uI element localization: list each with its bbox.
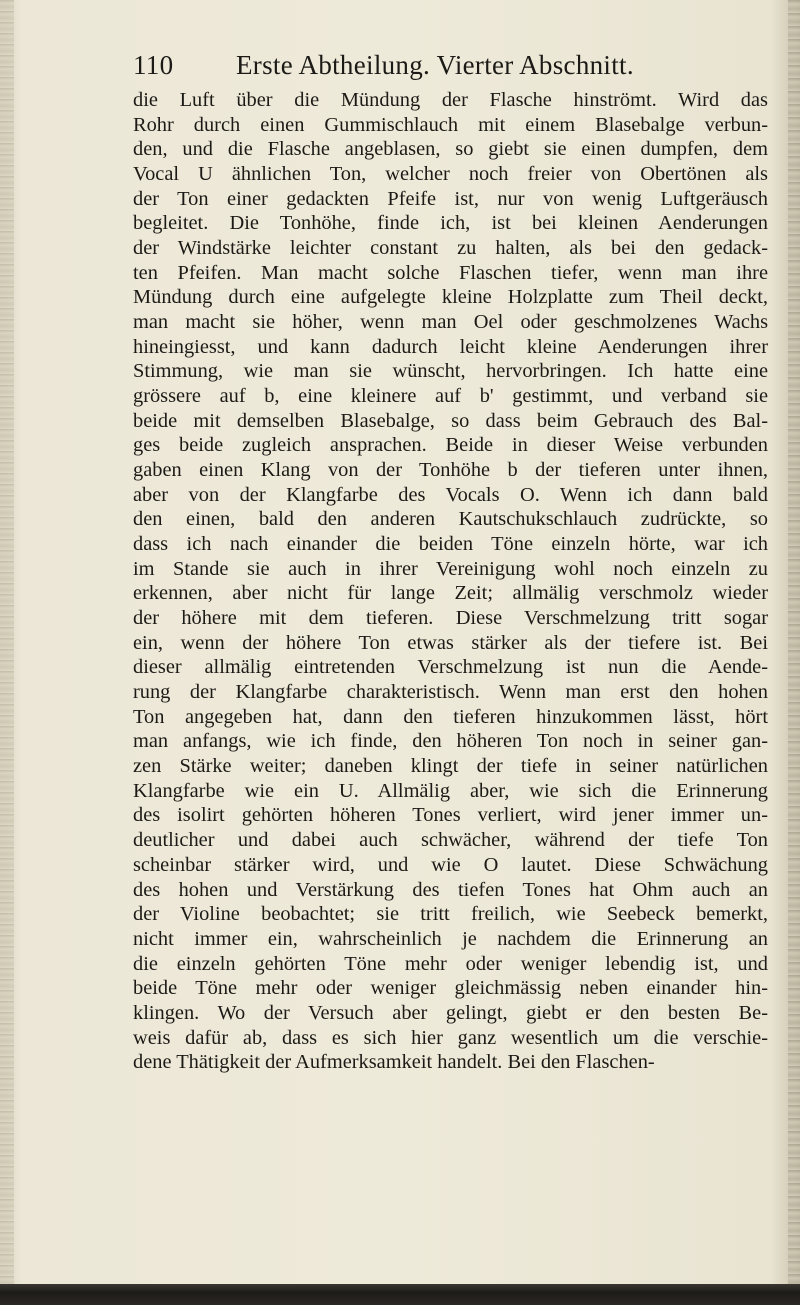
text-line: ein, wenn der höhere Ton etwas stärker als der tiefere ist. Bei <box>133 631 768 654</box>
binding-edge <box>0 0 14 1305</box>
text-line: aber von der Klangfarbe des Vocals O. Wenn ich dann bald <box>133 483 768 506</box>
text-line: man anfangs, wie ich finde, den höheren Ton noch in seiner gan- <box>133 730 768 753</box>
text-line: beide Töne mehr oder weniger gleichmässig neben einander hin- <box>133 977 768 1000</box>
text-line: Stimmung, wie man sie wünscht, hervorbringen. Ich hatte eine <box>133 360 768 383</box>
text-line: deutlicher und dabei auch schwächer, während der tiefe Ton <box>133 829 768 852</box>
text-line: den, und die Flasche angeblasen, so giebt sie einen dumpfen, dem <box>133 138 768 161</box>
running-head: Erste Abtheilung. Vierter Abschnitt. <box>236 50 634 80</box>
text-line: dene Thätigkeit der Aufmerksamkeit handelt. Bei den Flaschen- <box>133 1051 655 1074</box>
text-line: erkennen, aber nicht für lange Zeit; allmälig verschmolz wieder <box>133 582 768 605</box>
text-line: der Windstärke leichter constant zu halten, als bei den gedack- <box>133 237 768 260</box>
text-line: Ton angegeben hat, dann den tieferen hinzukommen lässt, hört <box>133 705 768 728</box>
text-line: gaben einen Klang von der Tonhöhe b der tieferen unter ihnen, <box>133 459 768 482</box>
text-line: beide mit demselben Blasebalge, so dass beim Gebrauch des Bal- <box>133 409 768 432</box>
text-line: grössere auf b, eine kleinere auf b' gestimmt, und verband sie <box>133 385 768 408</box>
scan-bottom-shadow <box>0 1284 800 1305</box>
text-line: Klangfarbe wie ein U. Allmälig aber, wie sich die Erinnerung <box>133 779 768 802</box>
page-header <box>133 50 773 86</box>
text-line: zen Stärke weiter; daneben klingt der tiefe in seiner natürlichen <box>133 755 768 778</box>
text-line: des isolirt gehörten höheren Tones verliert, wird jener immer un- <box>133 804 768 827</box>
text-line: weis dafür ab, dass es sich hier ganz wesentlich um die verschie- <box>133 1026 768 1049</box>
text-line: Mündung durch eine aufgelegte kleine Holzplatte zum Theil deckt, <box>133 286 768 309</box>
text-line: dieser allmälig eintretenden Verschmelzung ist nun die Aende- <box>133 656 768 679</box>
text-line: begleitet. Die Tonhöhe, finde ich, ist bei kleinen Aenderungen <box>133 212 768 235</box>
text-line: ten Pfeifen. Man macht solche Flaschen tiefer, wenn man ihre <box>133 261 768 284</box>
page-edge <box>788 0 800 1305</box>
text-line: hineingiesst, und kann dadurch leicht kleine Aenderungen ihrer <box>133 335 768 358</box>
text-line: man macht sie höher, wenn man Oel oder geschmolzenes Wachs <box>133 311 768 334</box>
text-line: rung der Klangfarbe charakteristisch. Wenn man erst den hohen <box>133 681 768 704</box>
text-line: die Luft über die Mündung der Flasche hinströmt. Wird das <box>133 89 768 111</box>
text-line: Rohr durch einen Gummischlauch mit einem Blasebalge verbun- <box>133 113 768 136</box>
text-line: die einzeln gehörten Töne mehr oder weniger lebendig ist, und <box>133 952 768 975</box>
text-line: den einen, bald den anderen Kautschukschlauch zudrückte, so <box>133 508 768 531</box>
text-line: Vocal U ähnlichen Ton, welcher noch freier von Obertönen als <box>133 163 768 186</box>
body-text <box>133 88 768 1075</box>
text-line: dass ich nach einander die beiden Töne einzeln hörte, war ich <box>133 533 768 556</box>
page-number: 110 <box>133 50 174 80</box>
text-line: nicht immer ein, wahrscheinlich je nachdem die Erinnerung an <box>133 927 768 950</box>
text-line: der höhere mit dem tieferen. Diese Verschmelzung tritt sogar <box>133 607 768 630</box>
text-line: ges beide zugleich ansprachen. Beide in dieser Weise verbunden <box>133 434 768 457</box>
text-line: im Stande sie auch in ihrer Vereinigung wohl noch einzeln zu <box>133 557 768 580</box>
text-line: der Violine beobachtet; sie tritt freilich, wie Seebeck bemerkt, <box>133 903 768 926</box>
text-line: der Ton einer gedackten Pfeife ist, nur von wenig Luftgeräusch <box>133 187 768 210</box>
text-line: des hohen und Verstärkung des tiefen Tones hat Ohm auch an <box>133 878 768 901</box>
text-line: scheinbar stärker wird, und wie O lautet. Diese Schwächung <box>133 853 768 876</box>
text-line: klingen. Wo der Versuch aber gelingt, giebt er den besten Be- <box>133 1001 768 1024</box>
